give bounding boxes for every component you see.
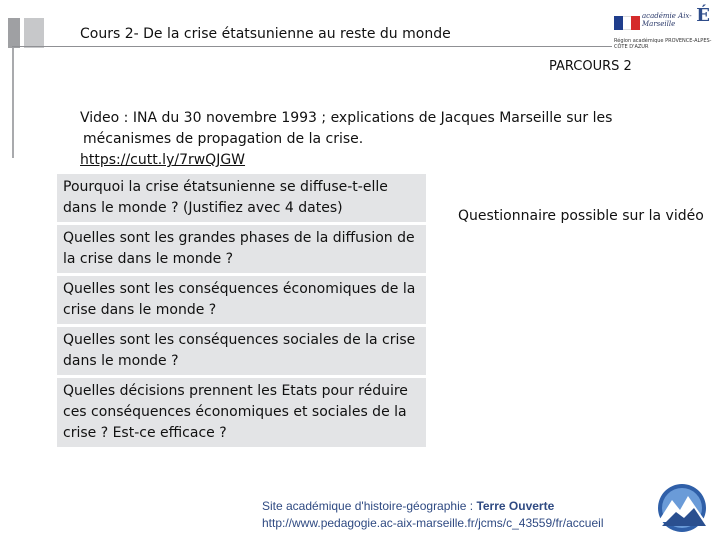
decorative-line — [12, 48, 14, 158]
decorative-bar — [8, 18, 20, 48]
page-title: Cours 2- De la crise étatsunienne au reste du monde — [80, 26, 451, 42]
footer — [262, 498, 603, 532]
video-line: mécanismes de propagation de la crise. — [83, 131, 364, 147]
side-note: Questionnaire possible sur la vidéo — [458, 208, 704, 224]
question-row: Quelles sont les grandes phases de la diffusion de la crise dans le monde ? — [57, 225, 426, 273]
region-name: Région académique PROVENCE-ALPES-CÔTE D'AZUR — [614, 38, 712, 50]
question-row: Quelles décisions prennent les Etats pour réduire ces conséquences économiques et sociales de la crise ? Est-ce efficace ? — [57, 378, 426, 447]
video-link[interactable]: https://cutt.ly/7rwQJGW — [80, 152, 246, 168]
academy-logo — [612, 5, 712, 52]
parcours-label: PARCOURS 2 — [549, 59, 632, 74]
video-description — [80, 108, 670, 171]
french-flag-icon — [614, 16, 640, 30]
video-line: Video : INA du 30 novembre 1993 ; explications de Jacques Marseille sur les — [80, 110, 613, 126]
question-row: Quelles sont les conséquences sociales de la crise dans le monde ? — [57, 327, 426, 375]
decorative-line — [12, 46, 612, 47]
question-row: Pourquoi la crise étatsunienne se diffuse-t-elle dans le monde ? (Justifiez avec 4 dates) — [57, 174, 426, 222]
academy-name: académie Aix-Marseille É — [642, 5, 710, 28]
footer-url[interactable]: http://www.pedagogie.ac-aix-marseille.fr/jcms/c_43559/fr/accueil — [262, 516, 604, 530]
footer-site: Site académique d'histoire-géographie : Terre Ouverte — [262, 499, 555, 513]
question-row: Quelles sont les conséquences économiques de la crise dans le monde ? — [57, 276, 426, 324]
terre-ouverte-logo-icon — [652, 482, 712, 534]
questions-table — [57, 174, 426, 450]
decorative-bar — [24, 18, 44, 48]
